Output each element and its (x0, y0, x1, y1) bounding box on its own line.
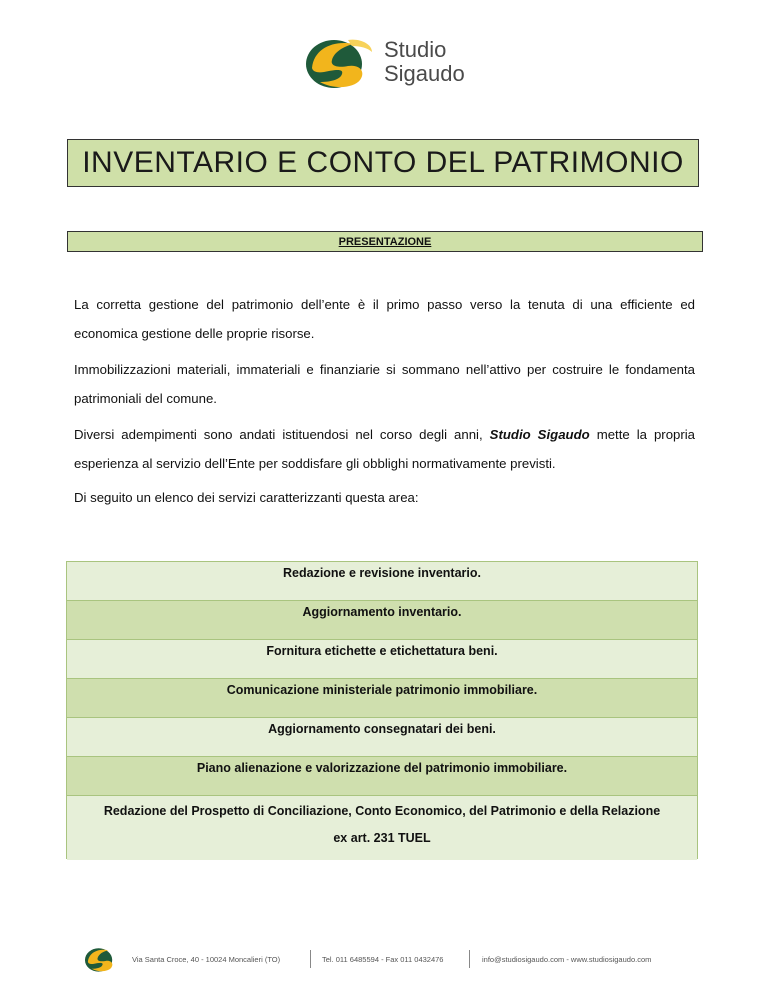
paragraph-4: Di seguito un elenco dei servizi caratterizzanti questa area: (74, 490, 419, 505)
company-name-emphasis: Studio Sigaudo (489, 427, 590, 442)
footer-divider (469, 950, 470, 968)
document-title: INVENTARIO E CONTO DEL PATRIMONIO (67, 139, 699, 187)
paragraph-2: Immobilizzazioni materiali, immateriali e finanziarie si sommano nell’attivo per costruire le fondamenta patrimoniali del comune. (74, 362, 695, 406)
logo-wordmark (384, 38, 465, 86)
service-item: Aggiornamento consegnatari dei beni. (67, 718, 697, 757)
page-footer (84, 944, 684, 974)
company-logo (304, 34, 474, 94)
service-item: Piano alienazione e valorizzazione del patrimonio immobiliare. (67, 757, 697, 796)
paragraph-3 (74, 420, 695, 478)
section-heading: PRESENTAZIONE (67, 231, 703, 252)
logo-line-2: Sigaudo (384, 61, 465, 86)
paragraph-3-end: mette la propria esperienza al servizio dell’Ente per soddisfare gli obblighi normativamente previsti. (74, 427, 696, 471)
service-item (67, 796, 697, 860)
footer-phone: Tel. 011 6485594 - Fax 011 0432476 (322, 955, 444, 964)
service-item: Comunicazione ministeriale patrimonio immobiliare. (67, 679, 697, 718)
footer-address: Via Santa Croce, 40 - 10024 Moncalieri (TO) (132, 955, 281, 964)
service-item: Fornitura etichette e etichettatura beni. (67, 640, 697, 679)
service-item: Aggiornamento inventario. (67, 601, 697, 640)
footer-logo-icon (84, 944, 120, 974)
service-item-line-2: ex art. 231 TUEL (333, 831, 431, 845)
logo-line-1: Studio (384, 37, 447, 62)
footer-divider (310, 950, 311, 968)
paragraph-1: La corretta gestione del patrimonio dell’ente è il primo passo verso la tenuta di una efficiente ed economica gestione delle proprie risorse. (74, 297, 695, 341)
paragraph-3-start: Diversi adempimenti sono andati istituendosi nel corso degli anni, (74, 427, 483, 442)
service-item-line-1: Redazione del Prospetto di Conciliazione, Conto Economico, del Patrimonio e della Relazione (103, 804, 661, 818)
services-list (66, 561, 698, 859)
footer-contact: info@studiosigaudo.com - www.studiosigaudo.com (482, 955, 652, 964)
logo-mark-icon (304, 34, 378, 90)
service-item: Redazione e revisione inventario. (67, 562, 697, 601)
